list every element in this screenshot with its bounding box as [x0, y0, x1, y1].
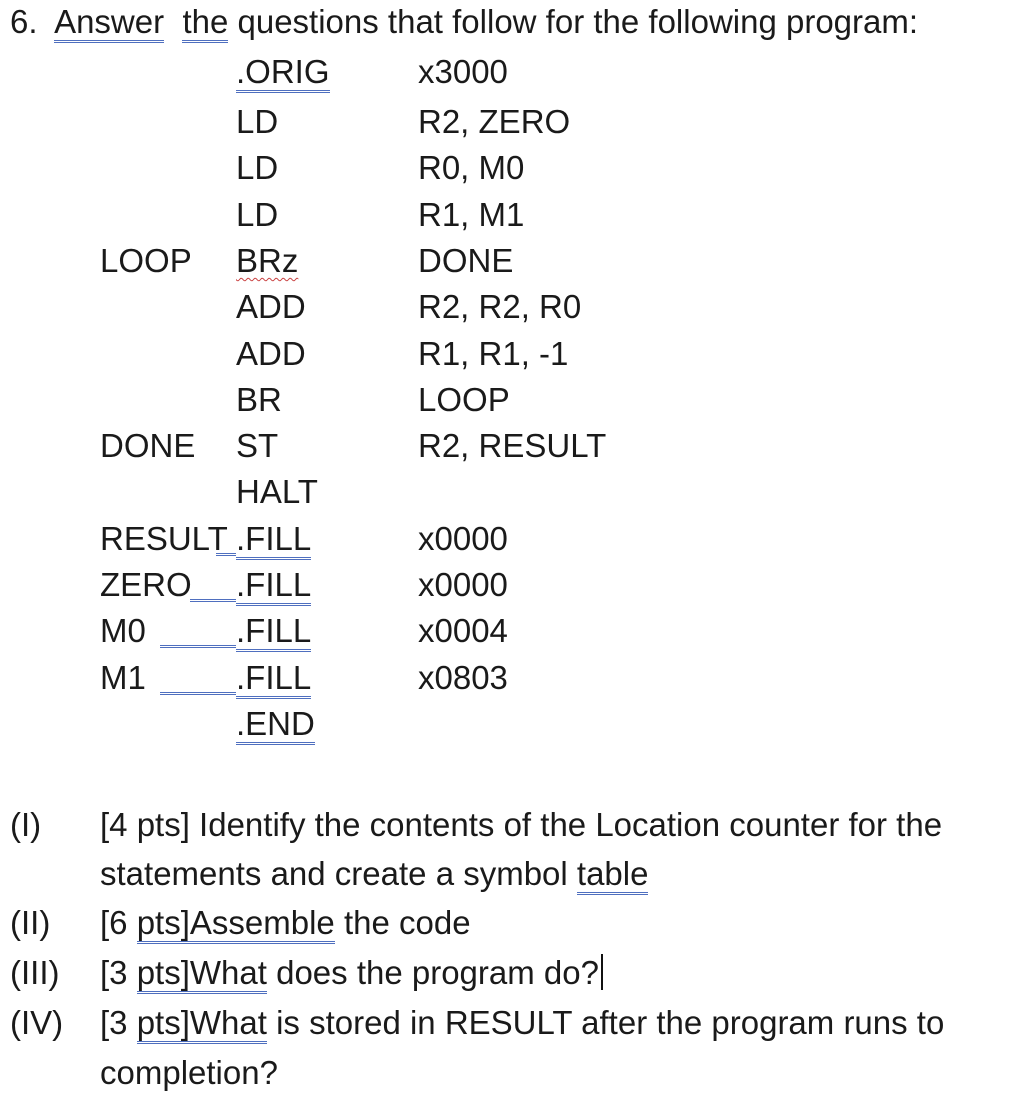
program-label: DONE — [100, 427, 196, 464]
program-op: LD — [236, 149, 279, 186]
part-text: [3 pts]What is stored in RESULT after the program runs to — [100, 1003, 944, 1043]
program-op: .FILL — [236, 612, 311, 652]
part-text-cont: completion? — [100, 1054, 278, 1091]
program-arg: x3000 — [418, 53, 508, 90]
program-op: LD — [236, 103, 279, 140]
program-arg: LOOP — [418, 381, 510, 418]
program-label: LOOP — [100, 242, 192, 279]
program-op: .END — [236, 705, 315, 745]
heading-word-the: the — [182, 3, 228, 43]
part-text: [4 pts] Identify the contents of the Location counter for the — [100, 806, 943, 843]
tab-leader — [216, 553, 236, 556]
program-label: RESULT — [100, 520, 228, 557]
program-arg: R1, R1, -1 — [418, 335, 569, 372]
program-op: ADD — [236, 288, 306, 325]
program-op: .FILL — [236, 520, 311, 560]
part-number: (III) — [10, 954, 60, 991]
program-op: .FILL — [236, 659, 311, 699]
question-heading — [10, 2, 918, 42]
program-label: M0 — [100, 612, 146, 649]
program-op: ADD — [236, 335, 306, 372]
program-op: ST — [236, 427, 279, 464]
part-number: (II) — [10, 904, 51, 941]
program-arg: R2, ZERO — [418, 103, 571, 140]
program-arg: R2, RESULT — [418, 427, 607, 464]
program-arg: R0, M0 — [418, 149, 525, 186]
part-text-cont: statements and create a symbol table — [100, 854, 648, 894]
text-cursor — [601, 954, 603, 990]
program-op: .FILL — [236, 566, 311, 606]
program-op: BR — [236, 381, 282, 418]
program-label: ZERO — [100, 566, 192, 603]
program-op: HALT — [236, 473, 318, 510]
program-arg: DONE — [418, 242, 514, 279]
program-arg: R2, R2, R0 — [418, 288, 582, 325]
part-text[interactable]: [3 pts]What does the program do? — [100, 953, 603, 993]
part-number: (IV) — [10, 1004, 64, 1041]
heading-word-answer: Answer — [54, 3, 164, 43]
program-arg: x0803 — [418, 659, 508, 696]
program-op: .ORIG — [236, 53, 330, 93]
program-op: LD — [236, 196, 279, 233]
part-number: (I) — [10, 806, 42, 843]
program-arg: R1, M1 — [418, 196, 525, 233]
program-arg: x0000 — [418, 520, 508, 557]
tab-leader — [160, 692, 236, 695]
question-number: 6. — [10, 3, 38, 40]
heading-rest: questions that follow for the following program: — [228, 3, 919, 40]
part-text: [6 pts]Assemble the code — [100, 903, 471, 943]
program-arg: x0004 — [418, 612, 508, 649]
program-arg: x0000 — [418, 566, 508, 603]
tab-leader — [190, 599, 236, 602]
program-label: M1 — [100, 659, 146, 696]
tab-leader — [160, 645, 236, 648]
program-op: BRz — [236, 242, 299, 279]
